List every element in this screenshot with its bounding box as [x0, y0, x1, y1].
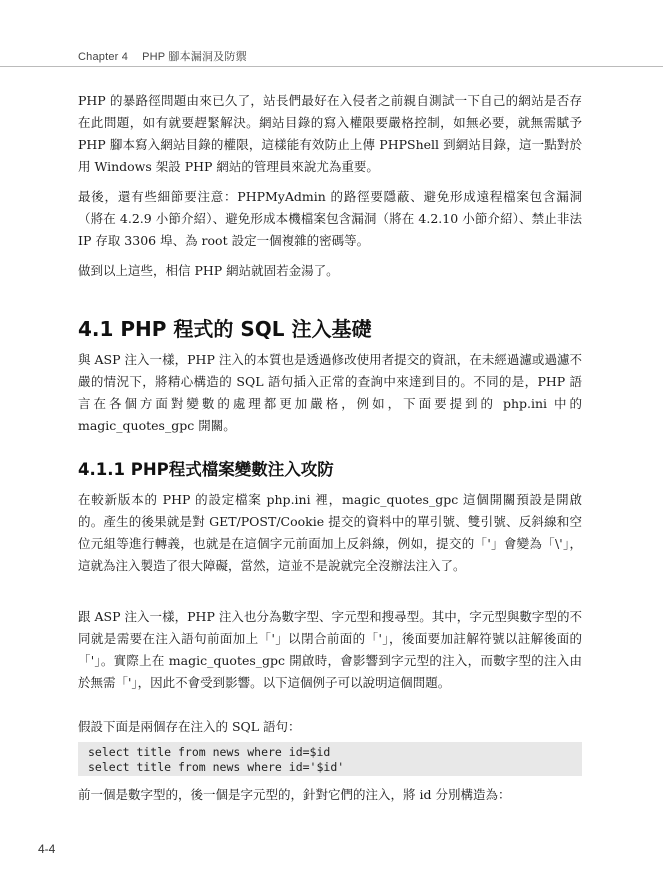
header-title: PHP 腳本漏洞及防禦: [142, 51, 247, 63]
header-rule: [0, 66, 663, 67]
paragraph-php-injection-intro: 與 ASP 注入一樣，PHP 注入的本質也是透過修改使用者提交的資訊，在未經過濾或過濾不嚴的情況下，將精心構造的 SQL 語句插入正常的查詢中來達到目的。不同的是，PHP 語言在各個方面對變數的處理都更加嚴格，例如，下面要提到的 php.ini 中的 magic_quotes_gpc 開關。: [78, 352, 582, 433]
page-number: 4-4: [38, 842, 56, 856]
paragraph-phpmyadmin-details: 最後，還有些細節要注意：PHPMyAdmin 的路徑要隱蔽、避免形成遠程檔案包含漏洞（將在 4.2.9 小節介紹）、避免形成本機檔案包含漏洞（將在 4.2.10 小節介紹）、禁止非法 IP 存取 3306 埠、為 root 設定一個複雜的密碼等。: [78, 189, 582, 248]
paragraph-sql-example-intro: 假設下面是兩個存在注入的 SQL 語句：: [78, 719, 301, 734]
running-header: [78, 48, 247, 64]
header-chapter: Chapter 4: [78, 51, 129, 63]
code-line-1: select title from news where id=$id: [88, 745, 331, 759]
code-block: [78, 742, 582, 776]
code-line-2: select title from news where id='$id': [88, 760, 345, 774]
paragraph-php-path-exposure: PHP 的暴路徑問題由來已久了，站長們最好在入侵者之前親自測試一下自己的網站是否存在此問題，如有就要趕緊解決。網站目錄的寫入權限要嚴格控制，如無必要，就無需賦予 PHP 腳本寫入網站目錄的權限，這樣能有效防止上傳 PHPShell 到網站目錄，這一點對於用 Windows 架設 PHP 網站的管理員來說尤為重要。: [78, 93, 582, 174]
subsection-heading-4-1-1: 4.1.1 PHP程式檔案變數注入攻防: [78, 460, 334, 479]
paragraph-injection-types: 跟 ASP 注入一樣，PHP 注入也分為數字型、字元型和搜尋型。其中，字元型與數字型的不同就是需要在注入語句前面加上「'」以閉合前面的「'」，後面要加註解符號以註解後面的「'」。實際上在 magic_quotes_gpc 開啟時，會影響到字元型的注入，而數字型的注入由於無需「'」，因此不會受到影響。以下這個例子可以說明這個問題。: [78, 609, 582, 690]
paragraph-id-construction: 前一個是數字型的，後一個是字元型的，針對它們的注入，將 id 分別構造為：: [78, 787, 511, 802]
section-heading-4-1: 4.1 PHP 程式的 SQL 注入基礎: [78, 317, 372, 341]
paragraph-conclusion: 做到以上這些，相信 PHP 網站就固若金湯了。: [78, 263, 339, 278]
paragraph-magic-quotes: 在較新版本的 PHP 的設定檔案 php.ini 裡，magic_quotes_gpc 這個開關預設是開啟的。產生的後果就是對 GET/POST/Cookie 提交的資料中的單引號、雙引號、反斜線和空位元組等進行轉義，也就是在這個字元前面加上反斜線，例如，提交的「'」會變為「\'」，這就為注入製造了很大障礙，當然，這並不是說就完全沒辦法注入了。: [78, 492, 582, 573]
